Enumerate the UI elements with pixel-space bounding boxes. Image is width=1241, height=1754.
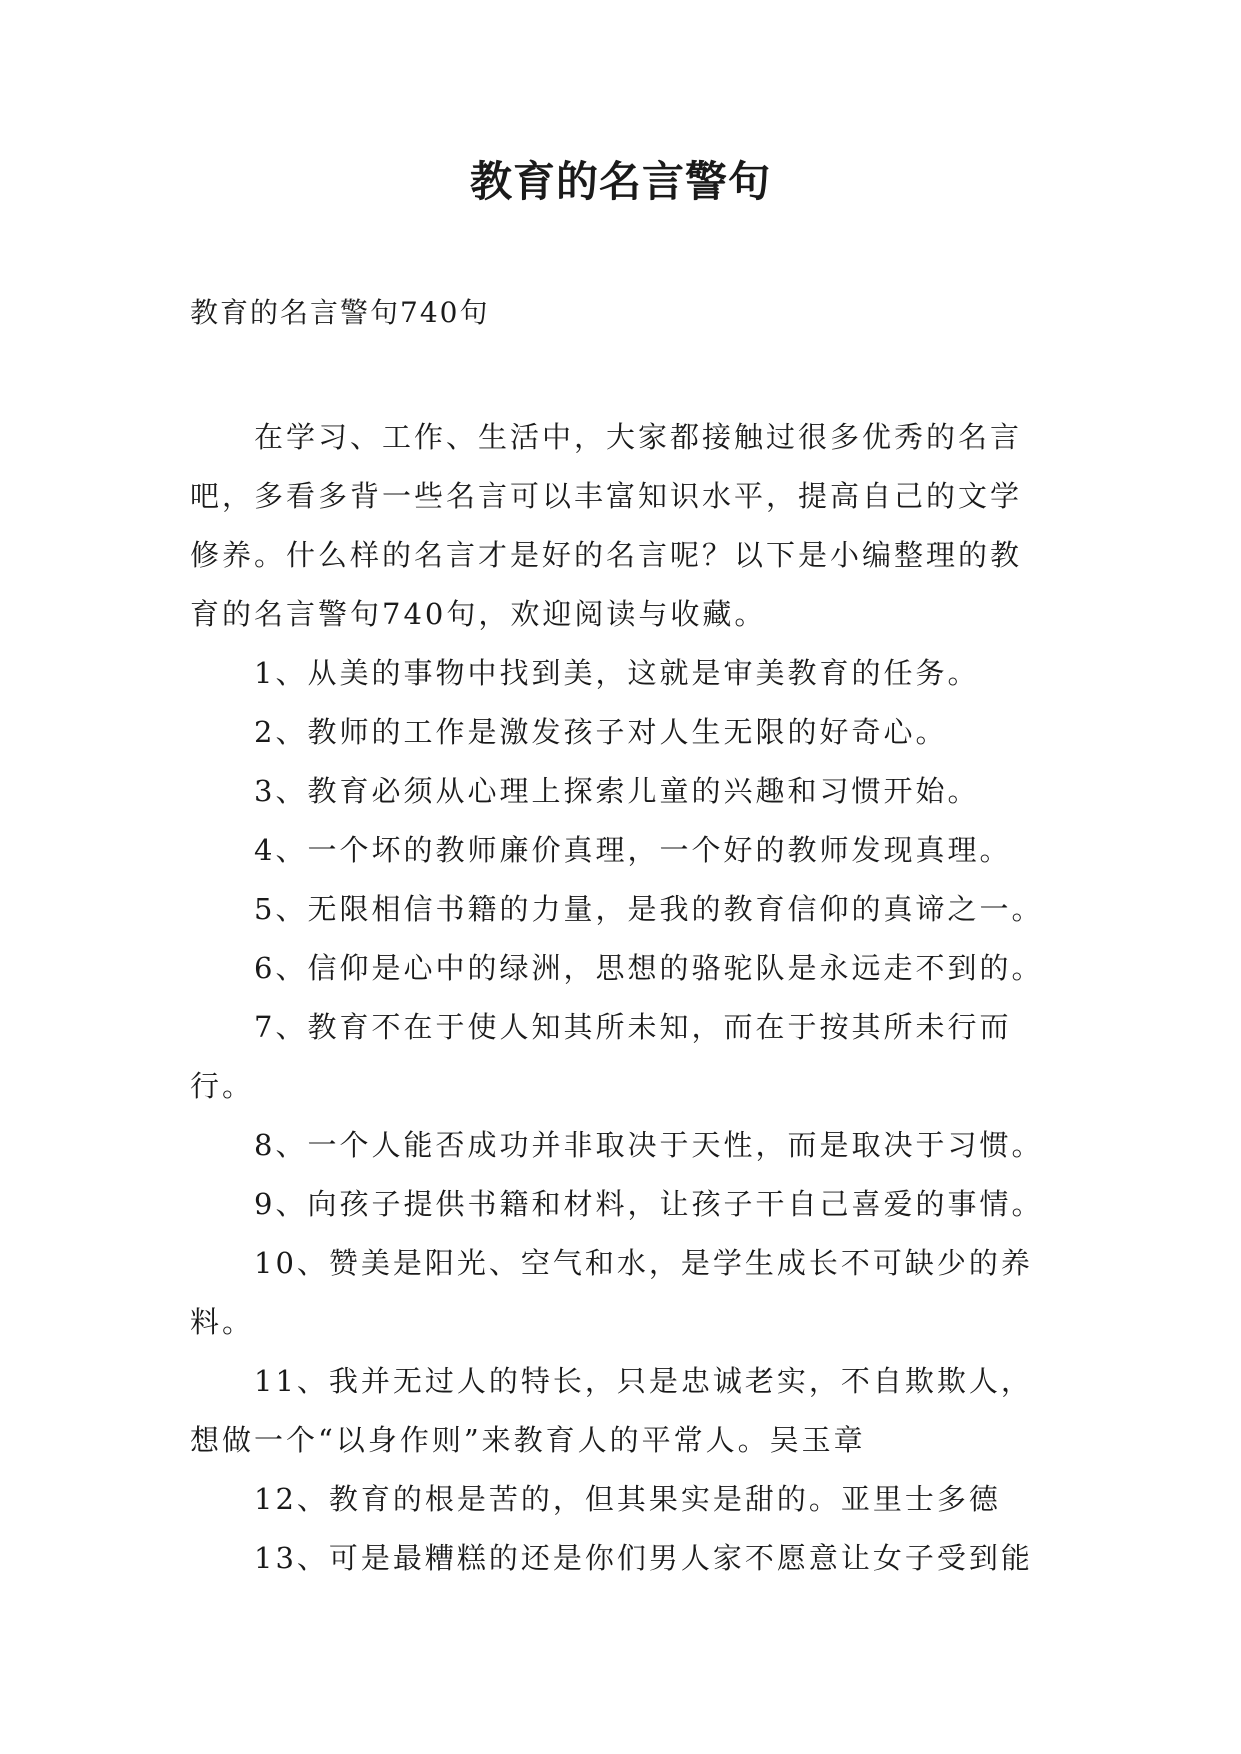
intro-line: 修养。什么样的名言才是好的名言呢？以下是小编整理的教 [190,538,1023,572]
document-title: 教育的名言警句 [469,157,771,206]
quote-item [190,939,1070,998]
quote-item [190,880,1070,939]
quote-line: 10、赞美是阳光、空气和水，是学生成长不可缺少的养 [254,1246,1033,1280]
quote-line: 想做一个“以身作则”来教育人的平常人。吴玉章 [190,1423,866,1457]
quote-item [190,644,1070,703]
quote-line: 12、教育的根是苦的，但其果实是甜的。亚里士多德 [254,1482,1001,1516]
quote-line: 4、一个坏的教师廉价真理，一个好的教师发现真理。 [254,833,1012,867]
document-subtitle: 教育的名言警句740句 [190,296,490,329]
quote-line: 2、教师的工作是激发孩子对人生无限的好奇心。 [254,715,948,749]
quote-line: 料。 [190,1305,255,1339]
quote-item [190,1470,1070,1529]
intro-line: 吧，多看多背一些名言可以丰富知识水平，提高自己的文学 [190,479,1023,513]
quote-line: 1、从美的事物中找到美，这就是审美教育的任务。 [254,656,980,690]
quote-item [190,762,1070,821]
quote-line: 8、一个人能否成功并非取决于天性，而是取决于习惯。 [254,1128,1044,1162]
quote-line: 行。 [190,1069,255,1103]
quote-item [190,1529,1070,1588]
quote-line: 11、我并无过人的特长，只是忠诚老实，不自欺欺人， [254,1364,1033,1398]
quote-item [190,1352,1070,1470]
document-body [190,408,1070,1588]
quote-item [190,1116,1070,1175]
intro-line: 在学习、工作、生活中，大家都接触过很多优秀的名言 [254,420,1023,454]
quote-item [190,1175,1070,1234]
quote-line: 6、信仰是心中的绿洲，思想的骆驼队是永远走不到的。 [254,951,1044,985]
intro-paragraph [190,408,1070,644]
quote-item [190,1234,1070,1352]
quote-line: 5、无限相信书籍的力量，是我的教育信仰的真谛之一。 [254,892,1044,926]
quote-line: 13、可是最糟糕的还是你们男人家不愿意让女子受到能 [254,1541,1033,1575]
quote-item [190,703,1070,762]
intro-line: 育的名言警句740句，欢迎阅读与收藏。 [190,597,767,631]
quote-line: 9、向孩子提供书籍和材料，让孩子干自己喜爱的事情。 [254,1187,1044,1221]
quote-item [190,821,1070,880]
quote-line: 7、教育不在于使人知其所未知，而在于按其所未行而 [254,1010,1012,1044]
quote-line: 3、教育必须从心理上探索儿童的兴趣和习惯开始。 [254,774,980,808]
quote-item [190,998,1070,1116]
